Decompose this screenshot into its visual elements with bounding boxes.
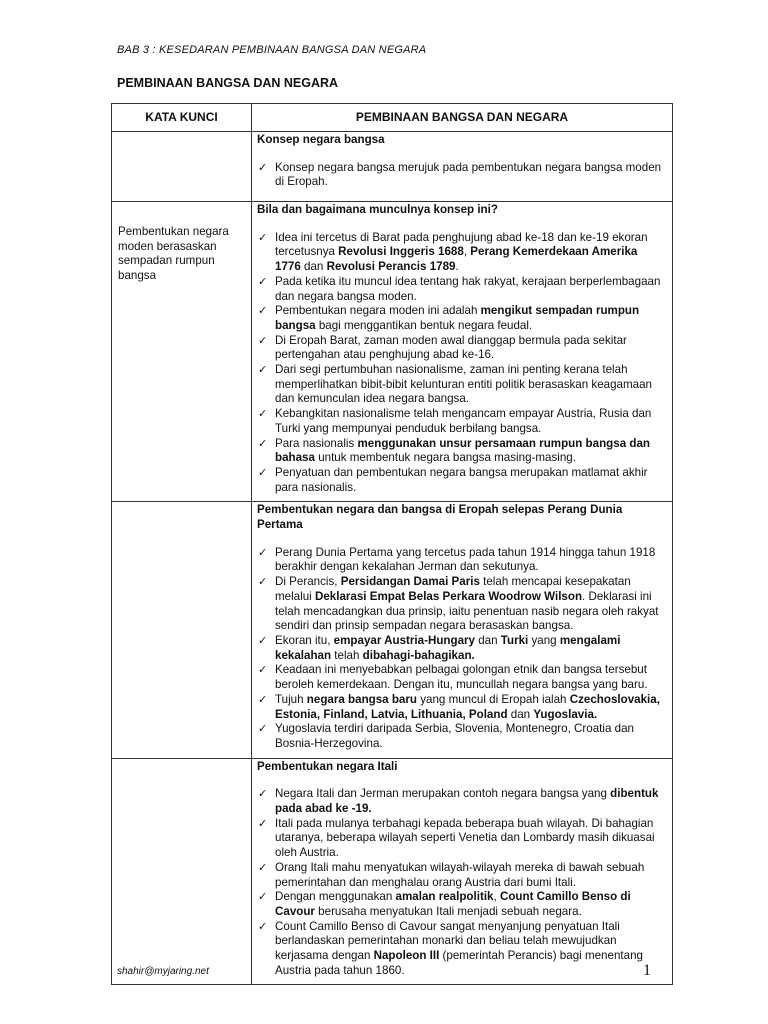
bold-text: amalan realpolitik bbox=[395, 890, 494, 904]
list-item bbox=[257, 546, 662, 575]
text-segment: bagi menggantikan bentuk negara feudal. bbox=[315, 318, 533, 332]
checkmark-icon: ✓ bbox=[258, 861, 268, 874]
checkmark-icon: ✓ bbox=[258, 546, 268, 559]
list-item bbox=[257, 466, 662, 495]
text-segment: Negara Itali dan Jerman merupakan contoh negara bangsa yang bbox=[275, 787, 611, 801]
text-segment: Idea ini tercetus di Barat pada penghujung abad ke-18 dan ke-19 ekoran tercetusnya bbox=[275, 230, 648, 259]
bold-text: dibentuk pada abad ke -19. bbox=[275, 787, 659, 816]
checkmark-icon: ✓ bbox=[258, 817, 268, 830]
checkmark-icon: ✓ bbox=[258, 275, 268, 288]
bold-text: Count Camillo Benso di Cavour bbox=[275, 890, 631, 918]
text-segment: yang bbox=[528, 633, 560, 647]
text-segment: Yugoslavia terdiri daripada Serbia, Slovenia, Montenegro, Croatia dan Bosnia-Herzegovina. bbox=[275, 722, 634, 750]
bullet-list bbox=[257, 231, 662, 496]
bold-text: Czechoslovakia, Estonia, Finland, Latvia, Lithuania, Poland bbox=[275, 692, 660, 721]
list-item bbox=[257, 693, 662, 722]
text-segment: Kebangkitan nasionalisme telah mengancam empayar Austria, Rusia dan Turki yang mempunyai penduduk berbilang bangsa. bbox=[275, 407, 652, 435]
checkmark-icon: ✓ bbox=[258, 634, 268, 647]
bold-text: mengikut sempadan rumpun bangsa bbox=[275, 304, 640, 332]
text-segment: Ekoran itu, bbox=[275, 633, 334, 647]
list-item bbox=[257, 304, 662, 333]
text-segment: Dari segi pertumbuhan nasionalisme, zaman ini penting kerana telah memperlihatkan bibit-bibit kelunturan entiti politik berasaskan keagamaan dan kemunculan idea negara bangsa. bbox=[275, 363, 653, 406]
checkmark-icon: ✓ bbox=[258, 305, 268, 318]
checkmark-icon: ✓ bbox=[258, 693, 268, 706]
bold-text: Deklarasi Empat Belas Perkara Woodrow Wilson bbox=[314, 589, 583, 603]
checkmark-icon: ✓ bbox=[258, 664, 268, 677]
bold-text: Yugoslavia. bbox=[533, 707, 598, 721]
chapter-header: BAB 3 : KESEDARAN PEMBINAAN BANGSA DAN NEGARA bbox=[117, 44, 427, 56]
text-segment: Konsep negara bangsa merujuk pada pembentukan negara bangsa moden di Eropah. bbox=[275, 160, 662, 189]
text-segment: Pada ketika itu muncul idea tentang hak rakyat, kerajaan berperlembagaan dan negara bangsa moden. bbox=[275, 274, 661, 303]
list-item bbox=[257, 407, 662, 436]
keyword-cell bbox=[112, 132, 252, 202]
list-item bbox=[257, 817, 662, 861]
bullet-list bbox=[257, 161, 662, 190]
text-segment: . Deklarasi ini telah mencadangkan dua prinsip, iaitu penentuan nasib negara oleh rakyat sendiri dan prinsip sempadan negara berasaskan bangsa. bbox=[275, 589, 659, 633]
list-item bbox=[257, 363, 662, 407]
list-item bbox=[257, 575, 662, 634]
text-segment: Keadaan ini menyebabkan pelbagai golongan etnik dan bangsa tersebut beroleh kemerdekaan. Dengan itu, muncullah negara bangsa yang baru. bbox=[275, 663, 648, 692]
table-row bbox=[112, 202, 673, 502]
text-segment: telah mencapai kesepakatan melalui bbox=[275, 575, 631, 603]
list-item bbox=[257, 890, 662, 919]
checkmark-icon: ✓ bbox=[258, 437, 268, 450]
page-number: 1 bbox=[643, 962, 651, 979]
col-header-keyword: KATA KUNCI bbox=[112, 104, 252, 132]
bold-text: mengalami kekalahan bbox=[275, 633, 621, 662]
bold-text: Napoleon III bbox=[373, 949, 440, 963]
content-table bbox=[111, 103, 673, 985]
text-segment: untuk membentuk negara bangsa masing-masing. bbox=[314, 451, 576, 465]
table-header-row bbox=[112, 104, 673, 132]
text-segment: , bbox=[493, 890, 500, 904]
list-item bbox=[257, 231, 662, 275]
text-segment: Dengan menggunakan bbox=[275, 890, 396, 904]
text-segment: Orang Itali mahu menyatukan wilayah-wilayah mereka di bawah sebuah pemerintahan dan menghalau orang Austria dari bumi Itali. bbox=[275, 860, 645, 889]
checkmark-icon: ✓ bbox=[258, 920, 268, 933]
text-segment: Itali pada mulanya terbahagi kepada beberapa buah wilayah. Di bahagian utaranya, beberapa wilayah seperti Venetia dan Lombardy masih dikuasai oleh Austria. bbox=[275, 816, 655, 860]
text-segment: Penyatuan dan pembentukan negara bangsa merupakan matlamat akhir para nasionalis. bbox=[275, 465, 648, 494]
checkmark-icon: ✓ bbox=[258, 891, 268, 904]
content-cell bbox=[252, 202, 673, 502]
list-item bbox=[257, 920, 662, 979]
list-item bbox=[257, 634, 662, 663]
table-row bbox=[112, 502, 673, 758]
bold-text: Revolusi Perancis 1789 bbox=[326, 260, 456, 274]
text-segment: , bbox=[463, 245, 471, 259]
text-segment: . bbox=[455, 260, 459, 274]
bold-text: menggunakan unsur persamaan rumpun bangsa dan bahasa bbox=[275, 436, 650, 465]
text-segment: telah bbox=[331, 648, 363, 662]
text-segment: Perang Dunia Pertama yang tercetus pada tahun 1914 hingga tahun 1918 berakhir dengan kekalahan Jerman dan sekutunya. bbox=[275, 545, 656, 574]
bold-text: dibahagi-bahagikan. bbox=[362, 648, 475, 662]
section-heading: Konsep negara bangsa bbox=[257, 133, 385, 146]
checkmark-icon: ✓ bbox=[258, 723, 268, 736]
text-segment: (pemerintah Perancis) bagi menentang Austria pada tahun 1860. bbox=[275, 949, 643, 977]
section-heading: Bila dan bagaimana munculnya konsep ini? bbox=[257, 203, 498, 216]
text-segment: dan bbox=[507, 707, 534, 721]
bold-text: Perang Kemerdekaan Amerika 1776 bbox=[275, 245, 638, 274]
checkmark-icon: ✓ bbox=[258, 466, 268, 479]
list-item bbox=[257, 437, 662, 466]
checkmark-icon: ✓ bbox=[258, 364, 268, 377]
text-segment: Para nasionalis bbox=[275, 436, 358, 450]
text-segment: Count Camillo Benso di Cavour sangat menyanjung penyatuan Itali berlandaskan pemerintahan monarki dan beliau telah mewujudkan kerjasama dengan bbox=[275, 919, 620, 963]
list-item bbox=[257, 161, 662, 190]
bold-text: Revolusi Inggeris 1688 bbox=[338, 245, 464, 259]
bold-text: Turki bbox=[500, 633, 529, 647]
list-item bbox=[257, 275, 662, 304]
page-title: PEMBINAAN BANGSA DAN NEGARA bbox=[117, 76, 339, 90]
content-cell bbox=[252, 132, 673, 202]
list-item bbox=[257, 787, 662, 816]
text-segment: dan bbox=[300, 260, 327, 274]
checkmark-icon: ✓ bbox=[258, 161, 268, 174]
keyword-cell: Pembentukan negara moden berasaskan sempadan rumpun bangsa bbox=[112, 202, 252, 502]
table-row bbox=[112, 132, 673, 202]
content-cell bbox=[252, 502, 673, 758]
text-segment: dan bbox=[474, 633, 501, 647]
list-item bbox=[257, 861, 662, 890]
list-item bbox=[257, 334, 662, 363]
footer-email: shahir@myjaring.net bbox=[117, 966, 209, 977]
checkmark-icon: ✓ bbox=[258, 576, 268, 589]
bold-text: Persidangan Damai Paris bbox=[340, 575, 480, 589]
bold-text: negara bangsa baru bbox=[306, 692, 417, 706]
section-heading: Pembentukan negara Itali bbox=[257, 759, 398, 773]
keyword-cell bbox=[112, 758, 252, 985]
list-item bbox=[257, 663, 662, 692]
checkmark-icon: ✓ bbox=[258, 231, 268, 244]
bullet-list bbox=[257, 546, 662, 752]
bold-text: empayar Austria-Hungary bbox=[333, 633, 475, 647]
col-header-content: PEMBINAAN BANGSA DAN NEGARA bbox=[252, 104, 673, 132]
checkmark-icon: ✓ bbox=[258, 334, 268, 347]
text-segment: Di Perancis, bbox=[275, 575, 341, 589]
text-segment: Pembentukan negara moden ini adalah bbox=[275, 304, 481, 318]
section-heading: Pembentukan negara dan bangsa di Eropah selepas Perang Dunia Pertama bbox=[257, 503, 623, 532]
table-row bbox=[112, 758, 673, 985]
text-segment: Di Eropah Barat, zaman moden awal dianggap bermula pada sekitar pertengahan atau penghujung abad ke-16. bbox=[275, 333, 627, 362]
text-segment: berusaha menyatukan Itali menjadi sebuah negara. bbox=[314, 904, 582, 918]
keyword-cell bbox=[112, 502, 252, 758]
list-item bbox=[257, 722, 662, 751]
checkmark-icon: ✓ bbox=[258, 788, 268, 801]
table-body bbox=[112, 132, 673, 985]
text-segment: yang muncul di Eropah ialah bbox=[416, 692, 570, 706]
bullet-list bbox=[257, 787, 662, 978]
content-cell bbox=[252, 758, 673, 985]
text-segment: Tujuh bbox=[275, 692, 307, 706]
checkmark-icon: ✓ bbox=[258, 408, 268, 421]
